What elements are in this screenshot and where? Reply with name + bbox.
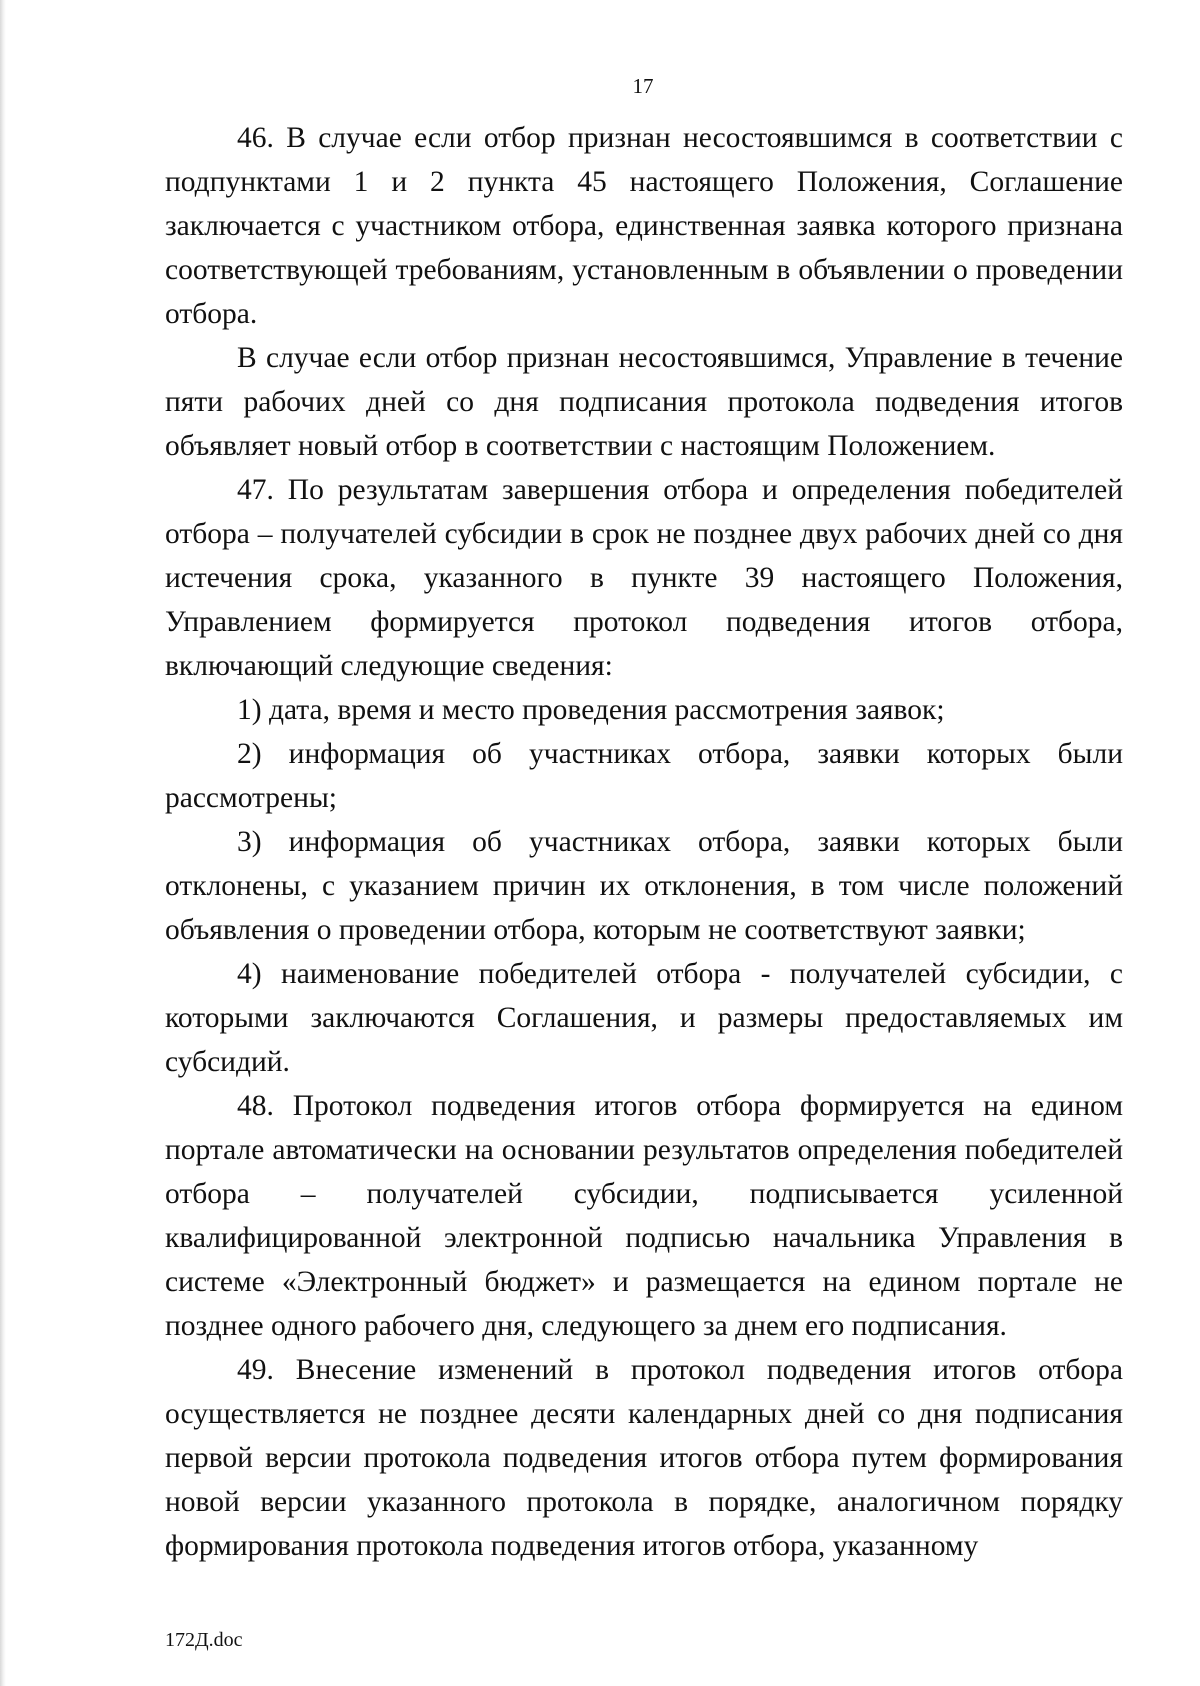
document-body (165, 116, 1123, 1568)
scan-edge (0, 0, 6, 1686)
paragraph-47: 47. По результатам завершения отбора и определения победителей отбора – получателей субсидии в срок не позднее двух рабочих дней со дня истечения срока, указанного в пункте 39 настоящего Положения, Управлением формируется протокол подведения итогов отбора, включающий следующие сведения: (165, 474, 1123, 682)
paragraph-49: 49. Внесение изменений в протокол подведения итогов отбора осуществляется не позднее десяти календарных дней со дня подписания первой версии протокола подведения итогов отбора путем формирования новой версии указанного протокола в порядке, аналогичном порядку формирования протокола подведения итогов отбора, указанному (165, 1354, 1123, 1562)
list-item-4: 4) наименование победителей отбора - получателей субсидии, с которыми заключаются Соглашения, и размеры предоставляемых им субсидий. (165, 958, 1123, 1078)
list-item-1: 1) дата, время и место проведения рассмотрения заявок; (237, 694, 945, 726)
paragraph-46-continuation: В случае если отбор признан несостоявшимся, Управление в течение пяти рабочих дней со дня подписания протокола подведения итогов объявляет новый отбор в соответствии с настоящим Положением. (165, 342, 1123, 462)
paragraph-48: 48. Протокол подведения итогов отбора формируется на едином портале автоматически на основании результатов определения победителей отбора – получателей субсидии, подписывается усиленной квалифицированной электронной подписью начальника Управления в системе «Электронный бюджет» и размещается на едином портале не позднее одного рабочего дня, следующего за днем его подписания. (165, 1090, 1123, 1342)
paragraph-46: 46. В случае если отбор признан несостоявшимся в соответствии с подпунктами 1 и 2 пункта 45 настоящего Положения, Соглашение заключается с участником отбора, единственная заявка которого признана соответствующей требованиям, установленным в объявлении о проведении отбора. (165, 122, 1123, 330)
page-number: 17 (632, 74, 654, 98)
footer-filename: 172Д.doc (165, 1629, 243, 1651)
list-item-3: 3) информация об участниках отбора, заявки которых были отклонены, с указанием причин их отклонения, в том числе положений объявления о проведении отбора, которым не соответствуют заявки; (165, 826, 1123, 946)
list-item-2: 2) информация об участниках отбора, заявки которых были рассмотрены; (165, 738, 1123, 814)
